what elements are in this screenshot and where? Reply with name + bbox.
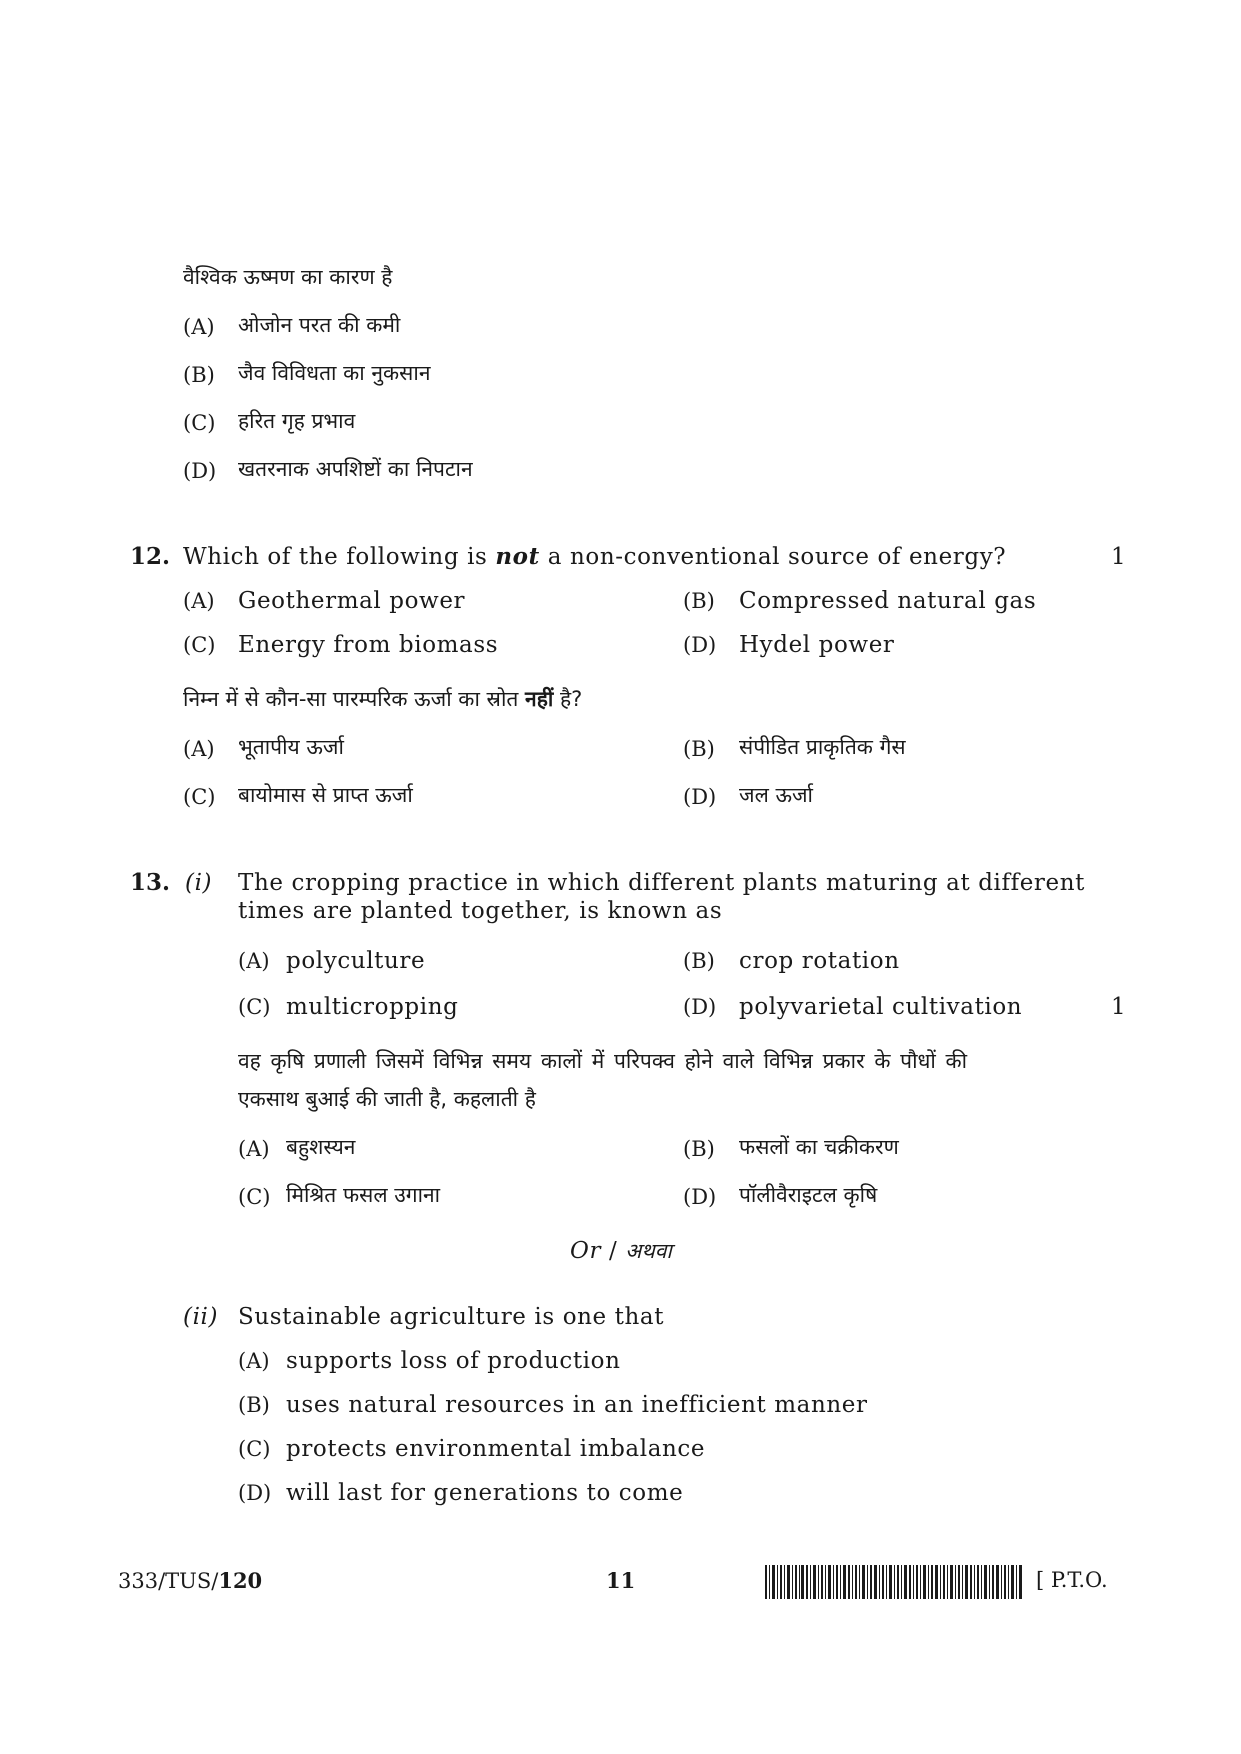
q13i-hindi-option-d-text: पॉलीवैराइटल कृषि [739,1183,878,1207]
prev-option-d-label: (D) [183,459,217,483]
q12-hindi-option-a-text: भूतापीय ऊर्जा [238,735,344,759]
q13-part-i-stem-line1: The cropping practice in which different plants maturing at different [238,870,1085,896]
prev-option-b-text: जैव विविधता का नुकसान [238,361,431,385]
question-13-number: 13. [130,869,171,896]
q13i-hindi-stem-line2: एकसाथ बुआई की जाती है, कहलाती है [238,1087,536,1111]
q13i-hindi-option-a-label: (A) [238,1137,270,1161]
q13ii-option-c-text: protects environmental imbalance [286,1436,706,1462]
q12-hindi-option-b-text: संपीडित प्राकृतिक गैस [739,735,906,759]
q12-hindi-stem-post: है? [553,687,583,711]
q13i-option-d-label: (D) [683,995,717,1019]
q12-option-b-text: Compressed natural gas [739,588,1037,614]
q12-option-d-text: Hydel power [739,632,895,658]
q13i-hindi-option-b-text: फसलों का चक्रीकरण [739,1135,899,1159]
prev-option-c-text: हरित गृह प्रभाव [238,409,356,433]
or-separator [570,1236,672,1266]
paper-code-bold: 120 [218,1568,263,1593]
q12-option-a-text: Geothermal power [238,588,466,614]
pto-label: [ P.T.O. [1036,1568,1108,1592]
question-12-stem-post: a non-conventional source of energy? [539,544,1007,570]
q13i-hindi-option-c-text: मिश्रित फसल उगाना [286,1183,441,1207]
q13ii-option-d-text: will last for generations to come [286,1480,684,1506]
q13i-option-a-text: polyculture [286,948,426,974]
q12-option-c-label: (C) [183,633,216,657]
q12-hindi-option-c-label: (C) [183,785,216,809]
q13ii-option-d-label: (D) [238,1481,272,1505]
q12-hindi-option-d-text: जल ऊर्जा [739,783,814,807]
q13ii-option-c-label: (C) [238,1437,271,1461]
q12-hindi-option-a-label: (A) [183,737,215,761]
q12-option-d-label: (D) [683,633,717,657]
q13i-hindi-option-b-label: (B) [683,1137,715,1161]
paper-code [118,1568,262,1593]
prev-option-d-text: खतरनाक अपशिष्टों का निपटान [238,457,473,481]
prev-option-a-label: (A) [183,315,215,339]
q12-option-a-label: (A) [183,589,215,613]
q13i-hindi-stem-line1: वह कृषि प्रणाली जिसमें विभिन्न समय कालों में परिपक्व होने वाले विभिन्न प्रकार के पौधों की [238,1049,968,1073]
q13i-hindi-option-a-text: बहुशस्यन [286,1135,356,1159]
q13i-marks: 1 [1111,994,1127,1020]
q13i-option-c-text: multicropping [286,994,459,1020]
or-slash: / [601,1238,626,1264]
q12-option-c-text: Energy from biomass [238,632,499,658]
q13i-option-d-text: polyvarietal cultivation [739,994,1023,1020]
prev-option-b-label: (B) [183,363,215,387]
q13i-option-b-text: crop rotation [739,948,900,974]
question-12-stem [183,542,1006,572]
q12-hindi-option-d-label: (D) [683,785,717,809]
q13-part-ii-stem: Sustainable agriculture is one that [238,1304,665,1330]
question-12-number: 12. [130,543,171,570]
q13ii-option-a-text: supports loss of production [286,1348,621,1374]
q13ii-option-b-label: (B) [238,1393,270,1417]
question-12-stem-emph: not [495,543,540,570]
q13i-hindi-option-c-label: (C) [238,1185,271,1209]
q12-hindi-stem-pre: निम्न में से कौन-सा पारम्परिक ऊर्जा का स्रोत [183,687,526,711]
paper-code-prefix: 333/TUS/ [118,1569,219,1593]
q13-part-ii-label: (ii) [183,1304,219,1330]
q13ii-option-b-text: uses natural resources in an inefficient manner [286,1392,868,1418]
q13-part-i-label: (i) [185,870,213,896]
q13i-option-c-label: (C) [238,995,271,1019]
question-12-marks: 1 [1111,544,1127,570]
q12-option-b-label: (B) [683,589,715,613]
q12-hindi-stem-emph: नहीं [525,687,554,711]
prev-option-a-text: ओजोन परत की कमी [238,313,401,337]
q13i-option-b-label: (B) [683,949,715,973]
question-12-hindi-stem [183,684,582,714]
q13i-hindi-option-d-label: (D) [683,1185,717,1209]
prev-question-hindi-stem: वैश्विक ऊष्मण का कारण है [183,265,393,289]
barcode-icon [765,1565,1023,1599]
q13-part-i-stem-line2: times are planted together, is known as [238,898,723,924]
question-12-stem-pre: Which of the following is [183,544,496,570]
page-number: 11 [606,1568,636,1593]
q13i-option-a-label: (A) [238,949,270,973]
or-english: Or [570,1238,602,1264]
q12-hindi-option-c-text: बायोमास से प्राप्त ऊर्जा [238,783,413,807]
or-hindi: अथवा [625,1239,672,1263]
prev-option-c-label: (C) [183,411,216,435]
q12-hindi-option-b-label: (B) [683,737,715,761]
q13ii-option-a-label: (A) [238,1349,270,1373]
